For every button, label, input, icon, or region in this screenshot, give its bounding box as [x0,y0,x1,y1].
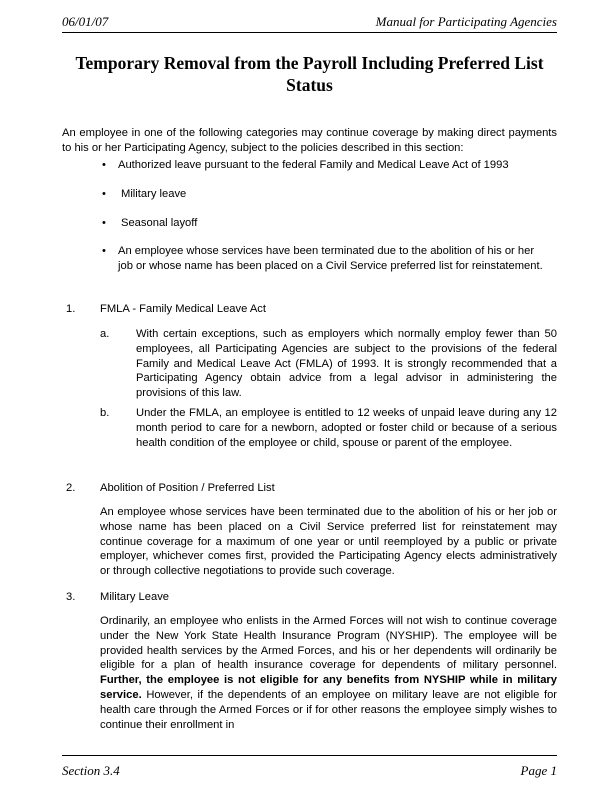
section-number: 2. [66,482,76,494]
bullet-text: Seasonal layoff [121,217,198,229]
bullet-item [102,158,542,173]
footer-page-number: Page 1 [520,763,557,778]
section-number: 3. [66,591,76,603]
bullet-text: An employee whose services have been terminated due to the abolition of his or her job or whose name has been placed on a Civil Service preferred list for reinstatement. [118,245,543,272]
bullet-icon: • [102,188,106,200]
section-title: Military Leave [100,591,170,603]
page-header [62,10,557,33]
section-title: Abolition of Position / Preferred List [100,482,275,494]
document-title: Temporary Removal from the Payroll Including Preferred List Status [75,53,544,95]
bullet-item [102,244,542,289]
bullet-item [102,187,542,202]
header-manual-title: Manual for Participating Agencies [375,14,557,29]
bullet-icon: • [102,217,106,229]
item-paragraph: With certain exceptions, such as employers which normally employ fewer than 50 employees, all Participating Agencies are subject to the provisions of the federal Family and Medical Leave Act (FMLA) of 1993. It is strongly recommended that a Participating Agency obtain advice from a legal advisor in administering the provisions of this law. [136,328,557,400]
bullet-text: Authorized leave pursuant to the federal Family and Medical Leave Act of 1993 [118,159,509,171]
bold-statement: Further, the employee is not eligible for any benefits from NYSHIP while in military service. [100,674,557,701]
item-letter: b. [100,407,110,419]
bullet-icon: • [102,159,106,171]
section-number: 1. [66,303,76,315]
section-title: FMLA - Family Medical Leave Act [100,303,267,315]
item-letter: a. [100,328,110,340]
paragraph-text: However, if the dependents of an employee on military leave are not eligible for health care through the Armed Forces or if for other reasons the employee simply wishes to continue their enrollment in [100,688,558,731]
item-paragraph: Under the FMLA, an employee is entitled to 12 weeks of unpaid leave during any 12 month period to care for a newborn, adopted or foster child or because of a serious health condition of the employee or child, spouse or parent of the employee. [136,407,557,449]
bullet-item [102,216,542,231]
section-paragraph [100,614,557,732]
paragraph-text: Ordinarily, an employee who enlists in the Armed Forces will not wish to continue coverage under the New York State Health Insurance Program (NYSHIP). The employee will be provided health services by the Armed Forces, and his or her dependents will ordinarily be eligible for a plan of health insurance coverage for dependents of military personnel. [100,615,557,672]
intro-paragraph: An employee in one of the following categories may continue coverage by making direct payments to his or her Participating Agency, subject to the policies described in this section: [62,127,557,154]
bullet-icon: • [102,245,106,257]
footer-section: Section 3.4 [62,763,120,778]
section-paragraph: An employee whose services have been terminated due to the abolition of his or her job or whose name has been placed on a Civil Service preferred list for reinstatement may continue coverage for a maximum of one year or until reemployed by a public or private employer, whichever comes first, provided the Participating Agency elects administratively or through collective negotiations to provide such coverage. [100,506,557,578]
header-date: 06/01/07 [62,14,109,29]
bullet-text: Military leave [121,188,187,200]
page-footer [62,755,557,784]
